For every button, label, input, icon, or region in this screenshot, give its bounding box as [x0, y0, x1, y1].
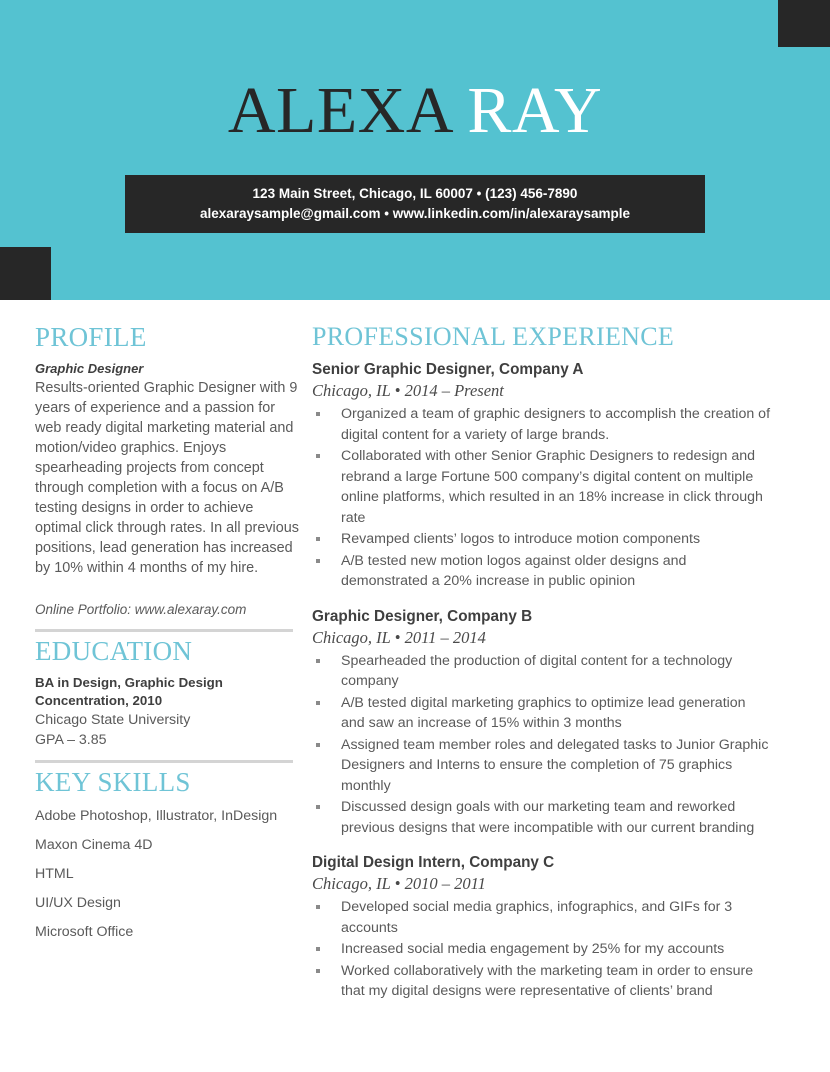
job-title: Graphic Designer, Company B — [312, 607, 533, 625]
job-location-dates: Chicago, IL • 2011 – 2014 — [312, 627, 486, 647]
list-item: Adobe Photoshop, Illustrator, InDesign — [35, 807, 278, 824]
skills-section — [35, 767, 300, 941]
list-item: Revamped clients’ logos to introduce motion components — [312, 529, 770, 550]
list-item: Maxon Cinema 4D — [35, 836, 153, 853]
profile-body: Results-oriented Graphic Designer with 9 years of experience and a passion for web ready digital marketing material and motion/video graphics. Enjoys spearheading projects from concept through completion with a focus on A/B testing designs in order to achieve optimal click through rates. In all previous positions, lead generation has increased by 10% within 4 months of my hire. — [35, 380, 299, 577]
list-item: UI/UX Design — [35, 894, 121, 911]
job-bullet-list — [312, 897, 770, 1002]
list-item: Increased social media engagement by 25% for my accounts — [312, 939, 770, 960]
list-item: Spearheaded the production of digital content for a technology company — [312, 651, 770, 692]
list-item: Organized a team of graphic designers to accomplish the creation of digital content for a variety of large brands. — [312, 404, 770, 445]
resume-header — [0, 0, 830, 300]
first-name: ALEXA — [227, 74, 468, 147]
divider-education — [35, 629, 293, 632]
list-item: Developed social media graphics, infographics, and GIFs for 3 accounts — [312, 897, 770, 938]
experience-heading: PROFESSIONAL EXPERIENCE — [312, 322, 675, 351]
education-section — [35, 636, 300, 750]
skills-heading: KEY SKILLS — [35, 767, 191, 798]
contact-bar — [125, 175, 705, 233]
list-item: Collaborated with other Senior Graphic Designers to redesign and rebrand a large Fortune 500 company’s digital content on multiple online platforms, which resulted in an 18% increase in click through rate — [312, 446, 770, 528]
list-item: Worked collaboratively with the marketing team in order to ensure that my digital designs were representative of clients’ brand — [312, 961, 770, 1002]
experience-entry — [312, 606, 770, 839]
experience-entry — [312, 359, 770, 592]
list-item: Assigned team member roles and delegated tasks to Junior Graphic Designers and Interns to ensure the completion of 75 graphics monthly — [312, 735, 770, 797]
education-heading: EDUCATION — [35, 636, 193, 667]
list-item: A/B tested digital marketing graphics to optimize lead generation and saw an increase of 15% within 3 months — [312, 693, 770, 734]
divider-skills — [35, 760, 293, 763]
experience-entry — [312, 852, 770, 1002]
job-location-dates: Chicago, IL • 2014 – Present — [312, 381, 504, 401]
contact-address-phone: 123 Main Street, Chicago, IL 60007 • (123) 456-7890 — [252, 186, 578, 201]
portfolio-link[interactable]: Online Portfolio: www.alexaray.com — [35, 602, 247, 618]
list-item: HTML — [35, 865, 74, 882]
job-title: Digital Design Intern, Company C — [312, 854, 555, 872]
profile-subtitle: Graphic Designer — [35, 361, 144, 377]
job-location-dates: Chicago, IL • 2010 – 2011 — [312, 874, 486, 894]
list-item: A/B tested new motion logos against older designs and demonstrated a 20% increase in public opinion — [312, 551, 770, 592]
job-title: Senior Graphic Designer, Company A — [312, 361, 584, 379]
last-name: RAY — [467, 74, 603, 147]
decorative-block-top-right — [778, 0, 830, 47]
contact-email-linkedin: alexaraysample@gmail.com • www.linkedin.com/in/alexaraysample — [199, 206, 631, 221]
education-gpa: GPA – 3.85 — [35, 732, 107, 749]
job-bullet-list — [312, 404, 770, 592]
right-column — [300, 300, 790, 1016]
decorative-block-bottom-left — [0, 247, 51, 300]
left-column — [0, 300, 300, 1016]
skills-list — [35, 806, 300, 942]
profile-heading: PROFILE — [35, 322, 147, 352]
resume-body — [0, 300, 830, 1016]
job-bullet-list — [312, 651, 770, 839]
education-school: Chicago State University — [35, 712, 191, 729]
list-item: Microsoft Office — [35, 923, 134, 940]
candidate-name — [0, 74, 830, 147]
education-degree: BA in Design, Graphic Design Concentration, 2010 — [35, 675, 223, 709]
profile-section — [35, 322, 300, 619]
list-item: Discussed design goals with our marketing team and reworked previous designs that were incompatible with our current branding — [312, 797, 770, 838]
